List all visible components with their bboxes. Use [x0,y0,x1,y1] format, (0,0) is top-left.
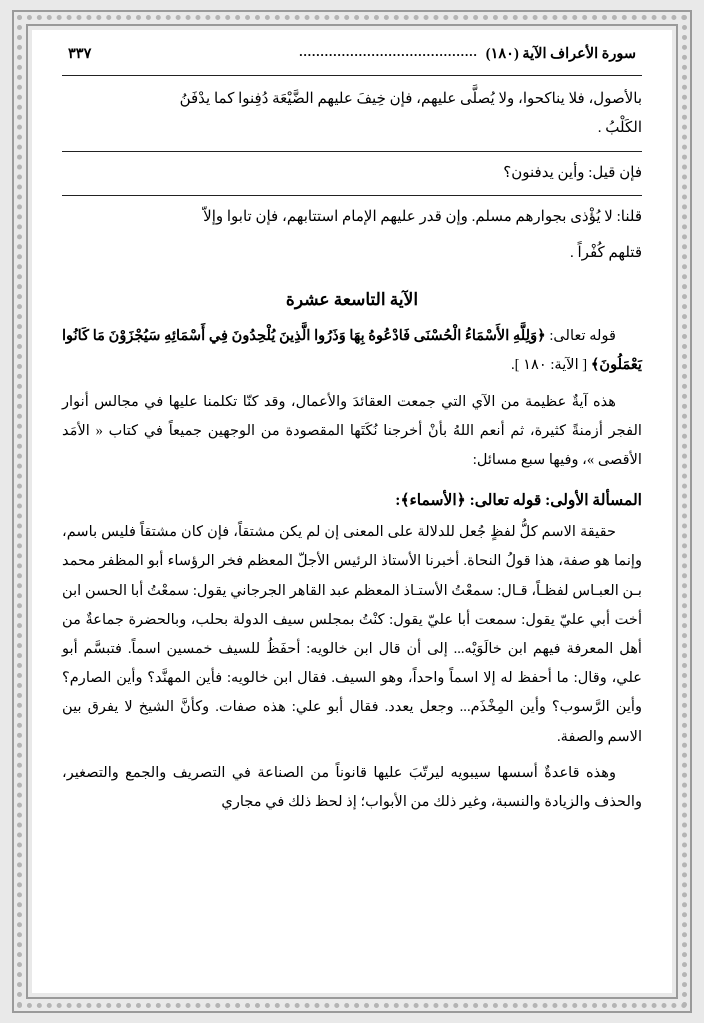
page-content [32,30,672,993]
answer-line-2: قتلهم كُفْراً . [570,245,642,261]
masala-body-paragraph-1: حقيقة الاسم كلُّ لفظٍ جُعل للدلالة على المعنى إن لم يكن مشتقاً، فإن كان مشتقاً فليس باسم، وإنما هو صفة، هذا قولُ النحاة. أخبرنا الأستاذ الرئيس الأجلّ المعظم فخر الرؤساء أبو المظفر محمد بـن العبـاس لفظـاً، قـال: سمعْتُ الأستـاذ المعظم عبد القاهر الجرجاني يقول: سمعْتُ أبا الحسن ابن أخت أبي عليّ يقول: سمعت أبا عليّ يقول: كنْتُ بمجلس سيف الدولة بحلب، وبالحضرة جماعةٌ من أهل المعرفة فيهم ابن خالَوَيْه... إلى أن قال ابن خالويه: أحفَظُ للسيف خمسين اسماً. فتبسَّم أبو علي، وقال: ما أحفظ له إلا اسماً واحداً، وهو السيف. فقال ابن خالويه: فأين المهنَّد؟ وأين الصارم؟ وأين الرَّسوب؟ وأين المِخْذَم... وجعل يعدد. فقال أبو علي: هذه صفات. وكأنَّ الشيخ لا يفرق بين الاسم والصفة. [62,524,642,745]
commentary-paragraph-1: هذه آيةٌ عظيمة من الآي التي جمعت العقائدَ والأعمال، وقد كنّا تكلمنا عليها في مجالس أنوار الفجر أزمنةً كثيرة، ثم أنعم اللهُ بأنْ أخرجنا نُكَتَها المقصودة من الوجهين جميعاً في كتاب « الأمَد الأقصى »، وفيها سبع مسائل: [62,393,642,468]
page-number: ٣٣٧ [68,46,92,62]
divider-rule [62,195,642,196]
running-header [62,46,642,65]
answer-paragraph [62,203,642,232]
masala-heading [62,491,642,510]
quote-line-2: الكَلْبُ . [597,120,642,137]
header-surah-title: سورة الأعراف الآية (١٨٠) [485,46,636,62]
masala-heading-end: : [395,492,401,510]
verse-paragraph [62,322,642,380]
masala-heading-lead: المسألة الأولى: قوله تعالى: [465,492,642,510]
verse-lead-in: قوله تعالى: [545,328,616,345]
verse-reference: [ الآية: ١٨٠ ]. [511,357,591,374]
question-text: فإن قيل: وأين يدفنون؟ [503,164,642,181]
masala-heading-verse: ﴿الأسماء﴾ [400,492,466,510]
quote-line-1: بالأصول، فلا يناكحوا، ولا يُصلَّى عليهم، فإن خِيفَ عليهم الضَّيْعَة دُفِنوا كما يدْفَنُ [179,91,642,107]
quote-box [62,75,642,152]
masala-body-paragraph-2: وهذه قاعدةٌ أسسها سيبويه ليرتّبَ عليها قانوناً من الصناعة في التصريف والجمع والتصغير، والحذف والزيادة والنسبة، وغير ذلك من الأبواب؛ إذ لحظ ذلك في مجاري [62,764,642,810]
question-paragraph [62,159,642,188]
quran-verse: ﴿وَلِلَّهِ الأَسْمَاءُ الْحُسْنَى فَادْعُوهُ بِهَا وَذَرُوا الَّذِينَ يُلْحِدُونَ فِي أَسْمَائِهِ سَيُجْزَوْنَ مَا كَانُوا يَعْمَلُونَ﴾ [62,328,642,374]
answer-line-1: قلنا: لا يُؤْذى بجوارهم مسلم. وإن قدر عليهم الإمام استتابهم، فإن تابوا وإلاّ [203,208,642,225]
section-title: الآية التاسعة عشرة [285,290,419,310]
answer-paragraph-cont [62,239,642,274]
header-dot-leader: .......................................... [299,44,478,59]
